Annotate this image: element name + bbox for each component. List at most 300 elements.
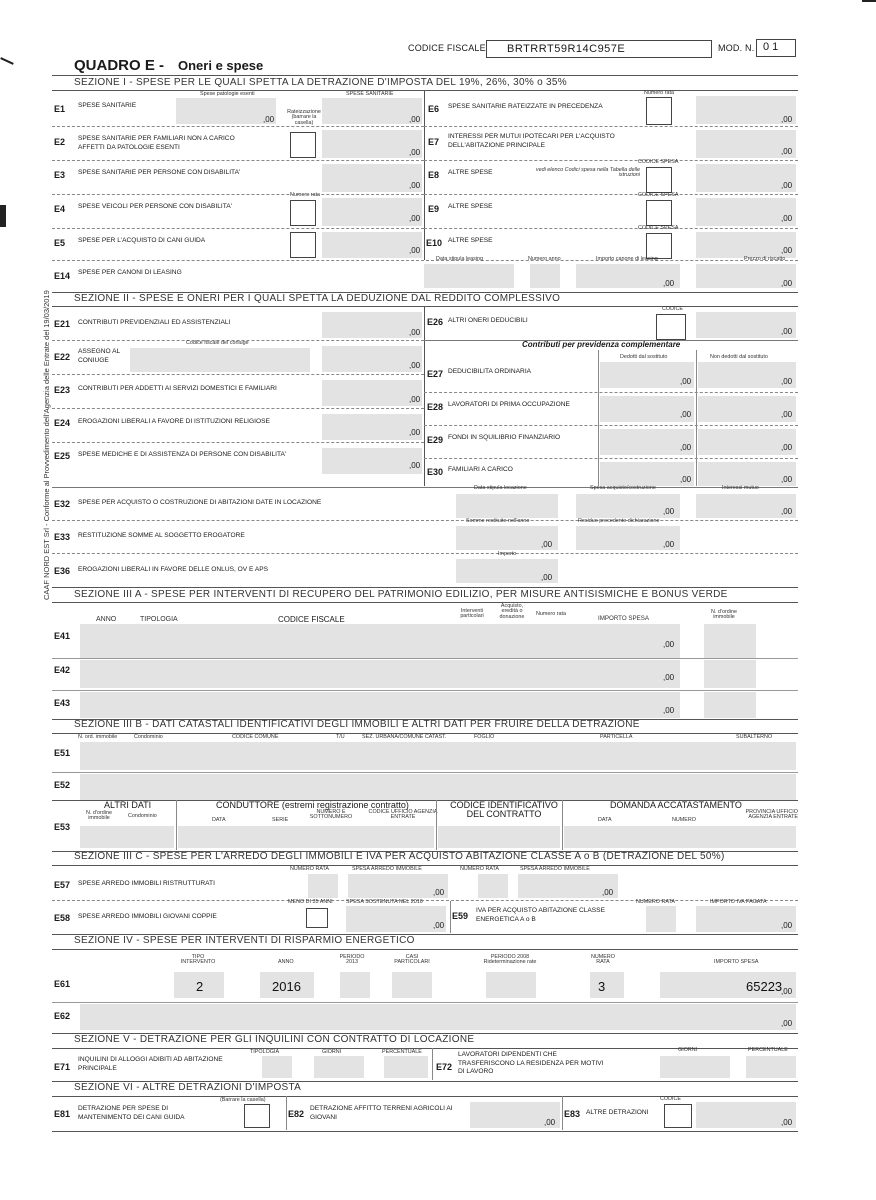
row-code-e5: E5 — [54, 238, 66, 248]
e7-cents: ,00 — [781, 147, 793, 156]
e58-cents: ,00 — [433, 921, 445, 930]
dedotti-label: Dedotti dal sostituto — [620, 354, 668, 360]
row-code-e83: E83 — [564, 1109, 581, 1119]
e59-h2: IMPORTO IVA PAGATA — [710, 899, 767, 905]
codice-fiscale-field[interactable] — [486, 40, 712, 58]
contributi-title: Contributi per previdenza complementare — [522, 340, 681, 349]
row-divider — [52, 126, 424, 127]
section-rule — [52, 1096, 798, 1097]
e53-conduttore-fields[interactable] — [178, 826, 434, 848]
codice-fiscale-value: BRTRRT59R14C957E — [507, 43, 626, 55]
e25-amount-field[interactable] — [322, 448, 422, 474]
e62-row-fields[interactable] — [80, 1004, 796, 1030]
e14-numero-anno-field[interactable] — [530, 264, 560, 288]
e1-patologie-field[interactable] — [176, 98, 276, 124]
e53-altri-dati-fields[interactable] — [80, 826, 174, 848]
row-divider — [424, 126, 798, 127]
e2-rateizzazione-checkbox[interactable] — [290, 132, 316, 158]
row-divider — [52, 520, 798, 521]
e3-cents: ,00 — [409, 181, 421, 190]
column-divider — [696, 350, 697, 486]
e4-cents: ,00 — [409, 214, 421, 223]
e28-cents: ,00 — [781, 410, 793, 419]
section-3b-title: SEZIONE III B - DATI CATASTALI IDENTIFICATIVI DEGLI IMMOBILI E ALTRI DATI PER FRUIRE DELLA DETRAZIONE — [74, 719, 640, 730]
e2-amount-field[interactable] — [322, 130, 422, 158]
section-rule — [52, 949, 798, 950]
e53-n-ordine-label: N. d'ordine immobile — [86, 810, 112, 822]
e8-cents: ,00 — [781, 181, 793, 190]
e32-cents: ,00 — [781, 507, 793, 516]
e53-codice-ufficio-label: CODICE UFFICIO AGENZIA ENTRATE — [368, 809, 438, 821]
e41-row-fields[interactable] — [80, 624, 680, 658]
e83-codice-label: CODICE — [660, 1096, 681, 1102]
row-code-e28: E28 — [427, 402, 444, 412]
col-foglio: FOGLIO — [474, 734, 495, 740]
e25-cents: ,00 — [409, 461, 421, 470]
e72-percentuale-label: PERCENTUALE — [748, 1047, 788, 1053]
e71-giorni-label: GIORNI — [322, 1049, 342, 1055]
col-interventi: Interventi particolari — [460, 608, 484, 620]
col-n-ord: N. ord. immobile — [78, 734, 118, 740]
e2-cents: ,00 — [409, 148, 421, 157]
e52-row-fields[interactable] — [80, 774, 796, 800]
row-divider — [52, 228, 424, 229]
col-anno: ANNO — [278, 959, 294, 965]
e33-h2: Residuo precedente dichiarazione — [578, 518, 660, 524]
row-divider — [424, 425, 798, 426]
row-code-e23: E23 — [54, 385, 71, 395]
column-divider — [286, 1096, 287, 1130]
e61-casi-field[interactable] — [392, 972, 432, 998]
e42-n-ordine-field[interactable] — [704, 660, 756, 688]
row-code-e72: E72 — [436, 1062, 453, 1072]
e28-cents: ,00 — [680, 410, 692, 419]
e57-rata2-field[interactable] — [478, 874, 508, 898]
e59-h1: NUMERO RATA — [636, 899, 676, 905]
e30-cents: ,00 — [680, 475, 692, 484]
e72-giorni-label: GIORNI — [678, 1047, 698, 1053]
e1-cents: ,00 — [409, 115, 421, 124]
e32-cents: ,00 — [663, 507, 675, 516]
vedi-elenco-note: vedi elenco Codici spesa nella Tabella delle istruzioni — [535, 167, 640, 179]
col-codice-comune: CODICE COMUNE — [232, 734, 279, 740]
col-casi: CASI PARTICOLARI — [394, 954, 430, 966]
e53-condominio-label: Condominio — [128, 813, 157, 819]
e41-cents: ,00 — [663, 640, 675, 649]
row-code-e22: E22 — [54, 352, 71, 362]
e24-cents: ,00 — [409, 428, 421, 437]
row-code-e8: E8 — [428, 170, 440, 180]
mod-n-value: 0 1 — [763, 41, 779, 53]
e23-cents: ,00 — [409, 395, 421, 404]
row-divider — [52, 900, 798, 901]
column-divider — [598, 350, 599, 486]
col-tipologia: TIPOLOGIA — [140, 616, 178, 623]
column-divider — [436, 800, 437, 850]
row-divider — [52, 260, 798, 261]
row-code-e41: E41 — [54, 631, 71, 641]
row-label-e26: ALTRI ONERI DEDUCIBILI — [448, 317, 528, 324]
row-code-e52: E52 — [54, 780, 71, 790]
e14-cents: ,00 — [781, 279, 793, 288]
col-tu: T/U — [336, 734, 345, 740]
e58-meno-35-checkbox[interactable] — [306, 908, 328, 928]
e57-numero-rata-label: NUMERO RATA — [460, 866, 500, 872]
altri-dati-label: ALTRI DATI — [104, 800, 152, 810]
e53-codice-ident-field[interactable] — [438, 826, 560, 848]
scan-mark — [0, 205, 6, 227]
row-code-e51: E51 — [54, 748, 71, 758]
e14-cents: ,00 — [663, 279, 675, 288]
section-3c-title: SEZIONE III C - SPESE PER L'ARREDO DEGLI IMMOBILI E IVA PER ACQUISTO ABITAZIONE CLASSE A o B (DETRAZIONE DEL 50%) — [74, 851, 725, 862]
e14-importo-canone-label: Importo canone di leasing — [596, 256, 658, 262]
row-label-e29: FONDI IN SQUILIBRIO FINANZIARIO — [448, 434, 561, 441]
e6-cents: ,00 — [781, 115, 793, 124]
row-code-e42: E42 — [54, 665, 71, 675]
row-code-e9: E9 — [428, 204, 440, 214]
numero-rata-label: Numero rata — [644, 90, 674, 96]
e71-giorni-field[interactable] — [314, 1056, 364, 1078]
row-code-e57: E57 — [54, 880, 71, 890]
row-divider — [424, 392, 798, 393]
row-label-e72: LAVORATORI DIPENDENTI CHE TRASFERISCONO LA RESIDENZA PER MOTIVI DI LAVORO — [458, 1051, 604, 1076]
e9-codice-spesa-field[interactable] — [646, 200, 672, 226]
e9-cents: ,00 — [781, 214, 793, 223]
row-code-e2: E2 — [54, 137, 66, 147]
mod-n-field[interactable] — [756, 39, 796, 57]
e83-cents: ,00 — [781, 1118, 793, 1127]
row-label-e22: ASSEGNO AL CONIUGE — [78, 348, 120, 365]
row-divider — [52, 1002, 798, 1003]
e10-cents: ,00 — [781, 246, 793, 255]
e5-checkbox[interactable] — [290, 232, 316, 258]
e72-percentuale-field[interactable] — [746, 1056, 796, 1078]
row-code-e4: E4 — [54, 204, 66, 214]
non-dedotti-label: Non dedotti dal sostituto — [710, 354, 768, 360]
row-label-e71: INQUILINI DI ALLOGGI ADIBITI AD ABITAZIONE PRINCIPALE — [78, 1056, 223, 1072]
section-2-title: SEZIONE II - SPESE E ONERI PER I QUALI SPETTA LA DEDUZIONE DAL REDDITO COMPLESSIVO — [74, 293, 561, 304]
row-code-e33: E33 — [54, 532, 71, 542]
scan-mark — [0, 57, 14, 65]
row-label-e6: SPESE SANITARIE RATEIZZATE IN PRECEDENZA — [448, 103, 603, 110]
conduttore-label: CONDUTTORE (estremi registrazione contratto) — [216, 800, 409, 810]
e57-spesa-label: SPESA ARREDO IMMOBILE — [520, 866, 590, 872]
col-sez: SEZ. URBANA/COMUNE CATAST. — [362, 734, 447, 740]
row-code-e24: E24 — [54, 418, 71, 428]
e61-periodo-field[interactable] — [340, 972, 370, 998]
row-code-e21: E21 — [54, 319, 71, 329]
e33-cents: ,00 — [541, 540, 553, 549]
side-note: CAAF NORD EST Srl - Conforme al Provvedimento dell'Agenzia delle Entrate del 19/03/2019 — [42, 290, 51, 600]
domanda-label: DOMANDA ACCATASTAMENTO — [610, 800, 742, 810]
e57-spesa-label: SPESA ARREDO IMMOBILE — [352, 866, 422, 872]
column-divider — [176, 800, 177, 850]
col-periodo2008: PERIODO 2008 Rideterminazione rate — [483, 954, 537, 966]
row-label-e23: CONTRIBUTI PER ADDETTI AI SERVIZI DOMESTICI E FAMILIARI — [78, 385, 277, 392]
e43-row-fields[interactable] — [80, 692, 680, 718]
row-label-e57: SPESE ARREDO IMMOBILI RISTRUTTURATI — [78, 880, 215, 887]
e22-amount-field[interactable] — [322, 346, 422, 372]
row-code-e26: E26 — [427, 317, 444, 327]
e53-domanda-fields[interactable] — [564, 826, 796, 848]
row-code-e27: E27 — [427, 369, 444, 379]
row-divider — [52, 772, 798, 773]
row-divider — [424, 160, 798, 161]
column-divider — [562, 800, 563, 850]
e26-codice-field[interactable] — [656, 314, 686, 340]
e33-cents: ,00 — [663, 540, 675, 549]
row-divider — [424, 458, 798, 459]
row-code-e6: E6 — [428, 104, 440, 114]
e57-numero-rata-label: NUMERO RATA — [290, 866, 330, 872]
row-label-e21: CONTRIBUTI PREVIDENZIALI ED ASSISTENZIALI — [78, 319, 231, 326]
e53-serie-label: SERIE — [272, 817, 289, 823]
row-divider — [52, 160, 424, 161]
section-rule — [52, 90, 798, 91]
e58-h1: MENO DI 35 ANNI — [288, 899, 333, 905]
e32-h2: Spesa acquisto/costruzione — [590, 485, 656, 491]
e61-tipo-value: 2 — [196, 979, 204, 994]
page-subtitle: Oneri e spese — [178, 58, 264, 73]
row-divider — [52, 442, 424, 443]
row-label-e4: SPESE VEICOLI PER PERSONE CON DISABILITA' — [78, 203, 232, 210]
e23-amount-field[interactable] — [322, 380, 422, 406]
e5-amount-field[interactable] — [322, 232, 422, 258]
row-code-e7: E7 — [428, 137, 440, 147]
e6-numero-rata-field[interactable] — [646, 97, 672, 125]
e5-cents: ,00 — [409, 246, 421, 255]
row-code-e59: E59 — [452, 911, 469, 921]
e53-provincia-label: PROVINCIA UFFICIO AGENZIA ENTRATE — [745, 809, 798, 821]
e58-h2: SPESA SOSTENUTA NEL 2016 — [346, 899, 423, 905]
row-code-e32: E32 — [54, 499, 71, 509]
row-label-e5: SPESE PER L'ACQUISTO DI CANI GUIDA — [78, 237, 206, 244]
e1-sanitarie-field[interactable] — [322, 98, 422, 124]
e43-n-ordine-field[interactable] — [704, 692, 756, 718]
row-label-e9: ALTRE SPESE — [448, 203, 493, 210]
e30-cents: ,00 — [781, 475, 793, 484]
e27-cents: ,00 — [680, 377, 692, 386]
column-divider — [432, 1048, 433, 1080]
row-label-e8: ALTRE SPESE — [448, 169, 493, 176]
rateizzazione-label: Rateizzazione (barrare la casella) — [287, 109, 321, 126]
row-divider — [424, 194, 798, 195]
row-code-e29: E29 — [427, 435, 444, 445]
e59-cents: ,00 — [781, 921, 793, 930]
e33-h1: Somme restituite nell'anno — [466, 518, 530, 524]
row-label-e30: FAMILIARI A CARICO — [448, 466, 513, 473]
row-label-e28: LAVORATORI DI PRIMA OCCUPAZIONE — [448, 401, 570, 408]
row-label-e10: ALTRE SPESE — [448, 237, 493, 244]
col-acquisto: Acquisto, eredità o donazione — [499, 603, 525, 620]
row-label-e82: DETRAZIONE AFFITTO TERRENI AGRICOLI AI GIOVANI — [310, 1105, 453, 1122]
e29-cents: ,00 — [680, 443, 692, 452]
row-label-e58: SPESE ARREDO IMMOBILI GIOVANI COPPIE — [78, 913, 217, 920]
col-condominio: Condominio — [134, 734, 163, 740]
row-label-e7: INTERESSI PER MUTUI IPOTECARI PER L'ACQUISTO DELL'ABITAZIONE PRINCIPALE — [448, 133, 615, 150]
e43-cents: ,00 — [663, 706, 675, 715]
e82-cents: ,00 — [544, 1118, 556, 1127]
e41-n-ordine-field[interactable] — [704, 624, 756, 658]
section-3a-title: SEZIONE III A - SPESE PER INTERVENTI DI RECUPERO DEL PATRIMONIO EDILIZIO, PER MISURE ANTISISMICHE E BONUS VERDE — [74, 589, 728, 600]
e14-numero-anno-label: Numero anno — [528, 256, 561, 262]
numero-rata-label: Numero rata — [290, 192, 320, 198]
row-label-e3: SPESE SANITARIE PER PERSONE CON DISABILITA' — [78, 169, 241, 176]
column-divider — [424, 90, 425, 260]
codice-fiscale-label: CODICE FISCALE — [408, 43, 486, 53]
e57-cents: ,00 — [602, 888, 614, 897]
col-numero-rata: NUMERO RATA — [591, 954, 615, 966]
section-rule — [52, 1131, 798, 1132]
row-label-e32: SPESE PER ACQUISTO O COSTRUZIONE DI ABITAZIONI DATE IN LOCAZIONE — [78, 499, 322, 506]
row-label-e2: SPESE SANITARIE PER FAMILIARI NON A CARICO AFFETTI DA PATOLOGIE ESENTI — [78, 135, 235, 152]
e8-codice-spesa-field[interactable] — [646, 167, 672, 193]
row-label-e81: DETRAZIONE PER SPESE DI MANTENIMENTO DEI CANI GUIDA — [78, 1105, 185, 1122]
row-code-e81: E81 — [54, 1109, 71, 1119]
e61-rata-value: 3 — [598, 979, 606, 994]
e14-prezzo-riscatto-label: Prezzo di riscatto — [744, 256, 786, 262]
cf-coniuge-label: Codice fiscale del coniuge — [186, 340, 249, 346]
section-1-title: SEZIONE I - SPESE PER LE QUALI SPETTA LA DETRAZIONE D'IMPOSTA DEL 19%, 26%, 30% o 35% — [74, 77, 567, 88]
section-rule — [52, 865, 798, 866]
e53-numero-label: NUMERO — [672, 817, 696, 823]
section-6-title: SEZIONE VI - ALTRE DETRAZIONI D'IMPOSTA — [74, 1082, 302, 1093]
col-n-ordine: N. d'ordine immobile — [711, 609, 737, 621]
e83-codice-field[interactable] — [664, 1104, 692, 1128]
e36-h1: Importo — [498, 551, 517, 557]
codice-spesa-label: CODICE SPESA — [638, 225, 679, 231]
e14-data-stipula-field[interactable] — [424, 264, 514, 288]
section-rule — [52, 306, 798, 307]
row-divider — [52, 690, 798, 691]
e61-cents: ,00 — [781, 987, 793, 996]
col-anno: ANNO — [96, 616, 117, 623]
e26-cents: ,00 — [781, 327, 793, 336]
row-divider — [52, 658, 798, 659]
row-code-e1: E1 — [54, 104, 66, 114]
e22-cents: ,00 — [409, 361, 421, 370]
row-label-e25: SPESE MEDICHE E DI ASSISTENZA DI PERSONE CON DISABILITA' — [78, 451, 287, 458]
col-particella: PARTICELLA — [600, 734, 633, 740]
barrare-label: (Barrare la casella) — [220, 1097, 266, 1103]
row-code-e62: E62 — [54, 1011, 71, 1021]
row-code-e53: E53 — [54, 822, 71, 832]
row-label-e83: ALTRE DETRAZIONI — [586, 1109, 649, 1116]
e4-numero-rata-field[interactable] — [290, 200, 316, 226]
section-5-title: SEZIONE V - DETRAZIONE PER GLI INQUILINI CON CONTRATTO DI LOCAZIONE — [74, 1034, 475, 1045]
e21-cents: ,00 — [409, 328, 421, 337]
e42-row-fields[interactable] — [80, 660, 680, 688]
col-codice-fiscale: CODICE FISCALE — [278, 615, 345, 624]
e71-percentuale-label: PERCENTUALE — [382, 1049, 422, 1055]
e32-h3: Interessi mutuo — [722, 485, 759, 491]
scan-mark — [862, 0, 876, 2]
e24-amount-field[interactable] — [322, 414, 422, 440]
section-4-title: SEZIONE IV - SPESE PER INTERVENTI DI RISPARMIO ENERGETICO — [74, 935, 415, 946]
codice-spesa-label: CODICE SPESA — [638, 159, 679, 165]
row-divider — [52, 374, 424, 375]
e71-tipologia-field[interactable] — [262, 1056, 292, 1078]
col-subalterno: SUBALTERNO — [736, 734, 773, 740]
e32-h1: Data stipula locazione — [474, 485, 527, 491]
section-rule — [52, 587, 798, 588]
e71-percentuale-field[interactable] — [384, 1056, 428, 1078]
e26-codice-label: CODICE — [662, 306, 683, 312]
e81-checkbox[interactable] — [244, 1104, 270, 1128]
row-code-e14: E14 — [54, 271, 71, 281]
row-label-e1: SPESE SANITARIE — [78, 102, 137, 109]
e61-periodo2008-field[interactable] — [486, 972, 536, 998]
e3-amount-field[interactable] — [322, 164, 422, 192]
col-periodo: PERIODO 2013 — [339, 954, 365, 966]
page-title: QUADRO E - — [74, 57, 164, 74]
e53-numero-sott-label: NUMERO E SOTTONUMERO — [309, 809, 353, 821]
row-code-e25: E25 — [54, 451, 71, 461]
e14-data-stipula-label: Data stipula leasing — [436, 256, 484, 262]
row-code-e71: E71 — [54, 1062, 71, 1072]
codice-ident-label: CODICE IDENTIFICATIVO DEL CONTRATTO — [450, 800, 558, 819]
e57-rata1-field[interactable] — [308, 874, 338, 898]
row-label-e59: IVA PER ACQUISTO ABITAZIONE CLASSE ENERGETICA A o B — [476, 907, 605, 923]
e59-rata-field[interactable] — [646, 906, 676, 932]
e61-rata-field[interactable] — [590, 972, 624, 998]
column-divider — [562, 1096, 563, 1130]
row-code-e43: E43 — [54, 698, 71, 708]
column-divider — [450, 901, 451, 933]
mod-n-label: MOD. N. — [718, 43, 755, 53]
e32-data-field[interactable] — [456, 494, 558, 518]
e42-cents: ,00 — [663, 673, 675, 682]
col-header-sanitarie: SPESE SANITARIE — [346, 91, 394, 97]
e51-row-fields[interactable] — [80, 742, 796, 770]
row-label-e36: EROGAZIONI LIBERALI IN FAVORE DELLE ONLUS, OV E APS — [78, 566, 269, 573]
col-importo-spesa: IMPORTO SPESA — [714, 959, 759, 965]
e29-cents: ,00 — [781, 443, 793, 452]
e4-amount-field[interactable] — [322, 198, 422, 226]
row-code-e82: E82 — [288, 1109, 305, 1119]
e72-giorni-field[interactable] — [660, 1056, 730, 1078]
section-rule — [52, 75, 798, 76]
row-divider — [52, 408, 424, 409]
row-code-e36: E36 — [54, 566, 71, 576]
row-label-e27: DEDUCIBILITA ORDINARIA — [448, 368, 532, 375]
e53-data2-label: DATA — [598, 817, 612, 823]
row-code-e30: E30 — [427, 467, 444, 477]
column-divider — [424, 306, 425, 486]
e71-tipologia-label: TIPOLOGIA — [250, 1049, 280, 1055]
e58-spesa-field[interactable] — [346, 906, 446, 932]
e57-cents: ,00 — [433, 888, 445, 897]
row-label-e14: SPESE PER CANONI DI LEASING — [78, 269, 182, 276]
row-label-e24: EROGAZIONI LIBERALI A FAVORE DI ISTITUZIONI RELIGIOSE — [78, 418, 270, 425]
e21-amount-field[interactable] — [322, 312, 422, 338]
row-code-e58: E58 — [54, 913, 71, 923]
e22-cf-coniuge-field[interactable] — [130, 348, 310, 372]
e36-cents: ,00 — [541, 573, 553, 582]
row-code-e3: E3 — [54, 170, 66, 180]
e53-data-label: DATA — [212, 817, 226, 823]
row-divider — [52, 487, 798, 488]
row-code-e10: E10 — [426, 238, 443, 248]
row-divider — [52, 553, 798, 554]
section-rule — [52, 602, 798, 603]
row-code-e61: E61 — [54, 979, 71, 989]
e27-cents: ,00 — [781, 377, 793, 386]
col-tipo: TIPO INTERVENTO — [180, 954, 216, 966]
e61-anno-value: 2016 — [272, 979, 301, 994]
e62-cents: ,00 — [781, 1019, 793, 1028]
col-importo-spesa: IMPORTO SPESA — [598, 615, 650, 622]
